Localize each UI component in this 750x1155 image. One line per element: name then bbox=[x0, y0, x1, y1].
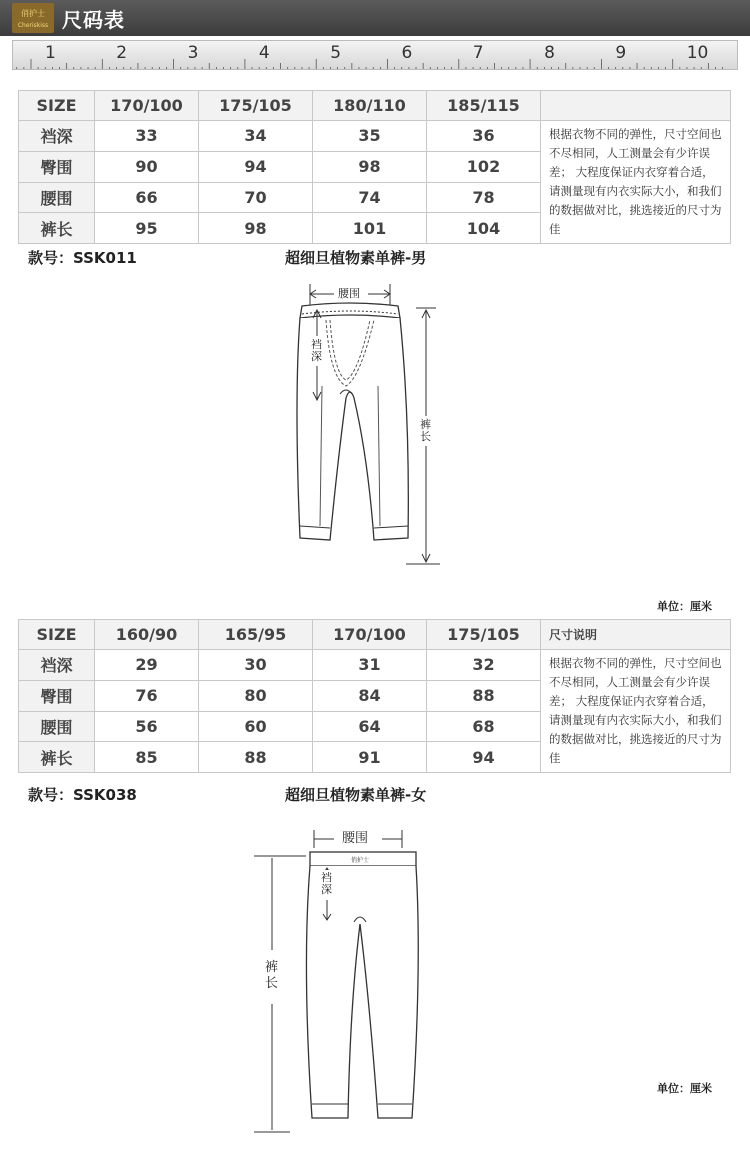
size-column-header: 175/105 bbox=[427, 620, 541, 650]
ruler-number: 2 bbox=[116, 43, 128, 63]
crotch-label: 裆深 bbox=[311, 338, 322, 363]
row-label: 裆深 bbox=[19, 650, 95, 681]
table-cell: 101 bbox=[313, 213, 427, 244]
table-cell: 29 bbox=[95, 650, 199, 681]
ruler-number: 10 bbox=[686, 43, 709, 63]
table-cell: 98 bbox=[313, 151, 427, 182]
size-column-header: 165/95 bbox=[199, 620, 313, 650]
size-column-header: 160/90 bbox=[95, 620, 199, 650]
row-label: 裤长 bbox=[19, 742, 95, 773]
table-cell: 36 bbox=[427, 121, 541, 152]
table-cell: 64 bbox=[313, 711, 427, 742]
style-code-men: 款号：SSK011 bbox=[28, 249, 137, 267]
men-size-table bbox=[18, 90, 731, 244]
row-label: 腰围 bbox=[19, 182, 95, 213]
table-cell: 76 bbox=[95, 680, 199, 711]
size-note: 根据衣物不同的弹性，尺寸空间也不尽相同，人工测量会有少许误差； 大程度保证内衣穿着合适，请测量现有内衣实际大小，和我们的数据做对比，挑选接近的尺寸为佳 bbox=[541, 650, 731, 773]
ruler-number: 5 bbox=[330, 43, 342, 63]
note-header bbox=[541, 91, 731, 121]
crotch-label: 裆深 bbox=[321, 871, 332, 896]
table-row bbox=[19, 650, 731, 681]
note-header: 尺寸说明 bbox=[541, 620, 731, 650]
length-label: 裤长 bbox=[420, 418, 431, 443]
table-cell: 91 bbox=[313, 742, 427, 773]
table-cell: 60 bbox=[199, 711, 313, 742]
table-cell: 33 bbox=[95, 121, 199, 152]
table-cell: 56 bbox=[95, 711, 199, 742]
brand-logo bbox=[12, 3, 54, 33]
table-cell: 88 bbox=[427, 680, 541, 711]
page-title: 尺码表 bbox=[62, 8, 125, 32]
table-cell: 78 bbox=[427, 182, 541, 213]
style-code-women: 款号：SSK038 bbox=[28, 786, 137, 804]
ruler-number: 1 bbox=[45, 43, 56, 63]
table-cell: 84 bbox=[313, 680, 427, 711]
table-cell: 104 bbox=[427, 213, 541, 244]
product-name-men: 超细旦植物素单裤-男 bbox=[285, 249, 427, 267]
unit-label-women: 单位：厘米 bbox=[657, 1082, 712, 1095]
size-column-header: 185/115 bbox=[427, 91, 541, 121]
size-column-header: 170/100 bbox=[95, 91, 199, 121]
svg-text:俏护士: 俏护士 bbox=[21, 9, 45, 18]
table-cell: 34 bbox=[199, 121, 313, 152]
svg-text:俏护士: 俏护士 bbox=[350, 857, 370, 864]
table-cell: 102 bbox=[427, 151, 541, 182]
unit-label-men: 单位：厘米 bbox=[657, 600, 712, 613]
size-column-header: 175/105 bbox=[199, 91, 313, 121]
ruler-number: 3 bbox=[187, 43, 199, 63]
table-cell: 85 bbox=[95, 742, 199, 773]
table-row bbox=[19, 121, 731, 152]
women-size-table bbox=[18, 619, 731, 773]
waist-label: 腰围 bbox=[342, 831, 369, 846]
row-label: 臀围 bbox=[19, 680, 95, 711]
row-label: 臀围 bbox=[19, 151, 95, 182]
ruler-number: 9 bbox=[615, 43, 627, 63]
waist-label: 腰围 bbox=[338, 287, 360, 300]
size-column-header: 180/110 bbox=[313, 91, 427, 121]
table-cell: 70 bbox=[199, 182, 313, 213]
table-cell: 80 bbox=[199, 680, 313, 711]
women-pants-diagram bbox=[250, 826, 430, 1140]
men-pants-diagram bbox=[290, 278, 460, 570]
svg-text:Cheriskiss: Cheriskiss bbox=[17, 22, 49, 29]
table-cell: 88 bbox=[199, 742, 313, 773]
measuring-ruler bbox=[12, 40, 738, 70]
row-label: 裆深 bbox=[19, 121, 95, 152]
table-cell: 35 bbox=[313, 121, 427, 152]
table-cell: 66 bbox=[95, 182, 199, 213]
table-cell: 32 bbox=[427, 650, 541, 681]
table-cell: 74 bbox=[313, 182, 427, 213]
row-label: 裤长 bbox=[19, 213, 95, 244]
table-header-row bbox=[19, 620, 731, 650]
table-cell: 90 bbox=[95, 151, 199, 182]
table-cell: 94 bbox=[199, 151, 313, 182]
length-label: 裤长 bbox=[265, 960, 279, 991]
ruler-number: 8 bbox=[544, 43, 555, 63]
header-bar bbox=[0, 0, 750, 36]
ruler-number: 7 bbox=[472, 43, 484, 63]
table-cell: 95 bbox=[95, 213, 199, 244]
size-note: 根据衣物不同的弹性，尺寸空间也不尽相同，人工测量会有少许误差； 大程度保证内衣穿着合适，请测量现有内衣实际大小，和我们的数据做对比，挑选接近的尺寸为佳 bbox=[541, 121, 731, 244]
table-header-row bbox=[19, 91, 731, 121]
table-cell: 68 bbox=[427, 711, 541, 742]
size-header: SIZE bbox=[19, 91, 95, 121]
table-cell: 94 bbox=[427, 742, 541, 773]
ruler-number: 4 bbox=[258, 43, 270, 63]
table-cell: 98 bbox=[199, 213, 313, 244]
size-header: SIZE bbox=[19, 620, 95, 650]
ruler-number: 6 bbox=[401, 43, 413, 63]
row-label: 腰围 bbox=[19, 711, 95, 742]
table-cell: 31 bbox=[313, 650, 427, 681]
table-cell: 30 bbox=[199, 650, 313, 681]
product-name-women: 超细旦植物素单裤-女 bbox=[285, 786, 427, 804]
size-column-header: 170/100 bbox=[313, 620, 427, 650]
